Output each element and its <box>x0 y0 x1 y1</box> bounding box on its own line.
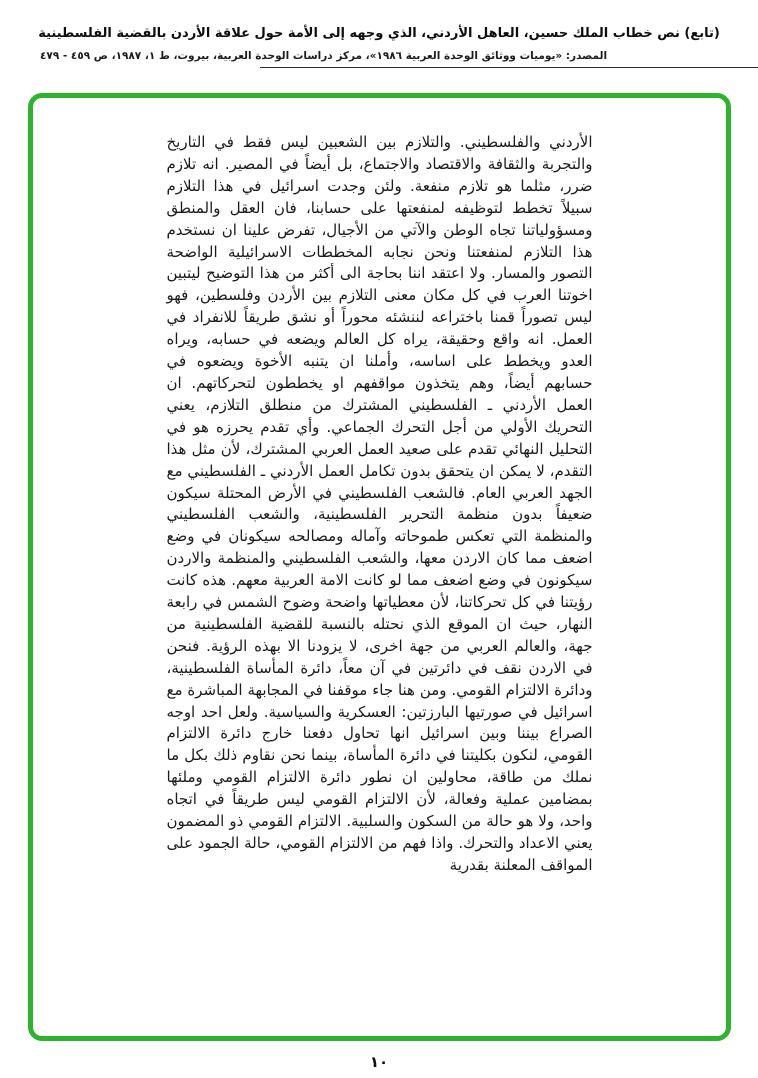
source-citation: المصدر: «يوميات ووثائق الوحدة العربية ١٩٨٦»، مركز دراسات الوحدة العربية، بيروت، ط ١، ١٩٨٧، ص ٤٥٩ - ٤٧٩ <box>40 50 608 62</box>
text-frame <box>28 93 731 1041</box>
document-title: (تابع) نص خطاب الملك حسين، العاهل الأردني، الذي وجهه إلى الأمة حول علاقة الأردن بالقضية الفلسطينية <box>38 26 720 41</box>
document-header <box>0 26 758 68</box>
header-divider <box>260 67 758 68</box>
speech-text: الأردني والفلسطيني. والتلازم بين الشعبين ليس فقط في التاريخ والتجربة والثقافة والاقتصاد والاجتماع، بل أيضاً في المصير. انه تلازم ضرر، مثلما هو تلازم منفعة. ولئن وجدت اسرائيل في هذا التلازم سبيلاً تخطط لتوظيفه لمنفعتها على حسابنا، فان العقل والمنطق ومسؤولياتنا تجاه الوطن والآتي من الأجيال، تفرض علينا ان نستخدم هذا التلازم لمنفعتنا ونحن نجابه المخططات الاسرائيلية الواضحة التصور والمسار. ولا اعتقد اننا بحاجة الى أكثر من هذا التوضيح ليتبين اخوتنا العرب في كل مكان معنى التلازم بين الأردن وفلسطين، فهو ليس تصوراً قمنا باختراعه لننشئه محوراً أو نشق طريقاً للانفراد في العمل. انه واقع وحقيقة، يراه كل العالم ويضعه في حسابه، ويراه العدو ويخطط على اساسه، وأملنا ان يتنبه الأخوة ويضعوه في حسابهم أيضاً، وهم يتخذون مواقفهم او يخططون لتحركاتهم. ان العمل الأردني ـ الفلسطيني المشترك من منطلق التلازم، يعني التحريك الأولي من أجل التحرك الجماعي. وأي تقدم يحرزه هو في التحليل النهائي تقدم على صعيد العمل العربي المشترك، لأن مثل هذا التقدم، لا يمكن ان يتحقق بدون تكامل العمل الأردني ـ الفلسطيني مع الجهد العربي العام. فالشعب الفلسطيني في الأرض المحتلة سيكون ضعيفاً بدون منظمة التحرير الفلسطينية، والشعب الفلسطيني والمنظمة التي تعكس طموحاته وآماله ومصالحه سيكونان في وضع اضعف مما كان الاردن معها، والشعب الفلسطيني والمنظمة والاردن سيكونون في وضع اضعف مما لو كانت الامة العربية معهم. هذه كانت رؤيتنا في كل تحركاتنا، لأن معطياتها واضحة وضوح الشمس في رابعة النهار، حيث ان الموقع الذي نحتله بالنسبة للقضية الفلسطينية من جهة، والعالم العربي من جهة اخرى، لا يزودنا الا بهذه الرؤية. فنحن في الاردن نقف في دائرتين في آن معاً، دائرة المأساة الفلسطينية، ودائرة الالتزام القومي. ومن هنا جاء موقفنا في المجابهة المباشرة مع اسرائيل في صورتيها البارزتين: العسكرية والسياسية. ولعل احد اوجه الصراع بيننا وبين اسرائيل انها تحاول دفعنا خارج دائرة الالتزام القومي، لنكون بكليتنا في دائرة المأساة، بينما نحن نقاوم ذلك بكل ما نملك من طاقة، محاولين ان نطور دائرة الالتزام القومي وملئها بمضامين عملية وفعالة، لأن الالتزام القومي ليس طريقاً في اتجاه واحد، ولا هو حالة من السكون والسلبية. الالتزام القومي ذو المضمون يعني الاعداد والتحرك. واذا فهم من الالتزام القومي، حالة الجمود على المواقف المعلنة بقدرية <box>166 133 593 874</box>
page-number: ١٠ <box>369 1053 389 1071</box>
